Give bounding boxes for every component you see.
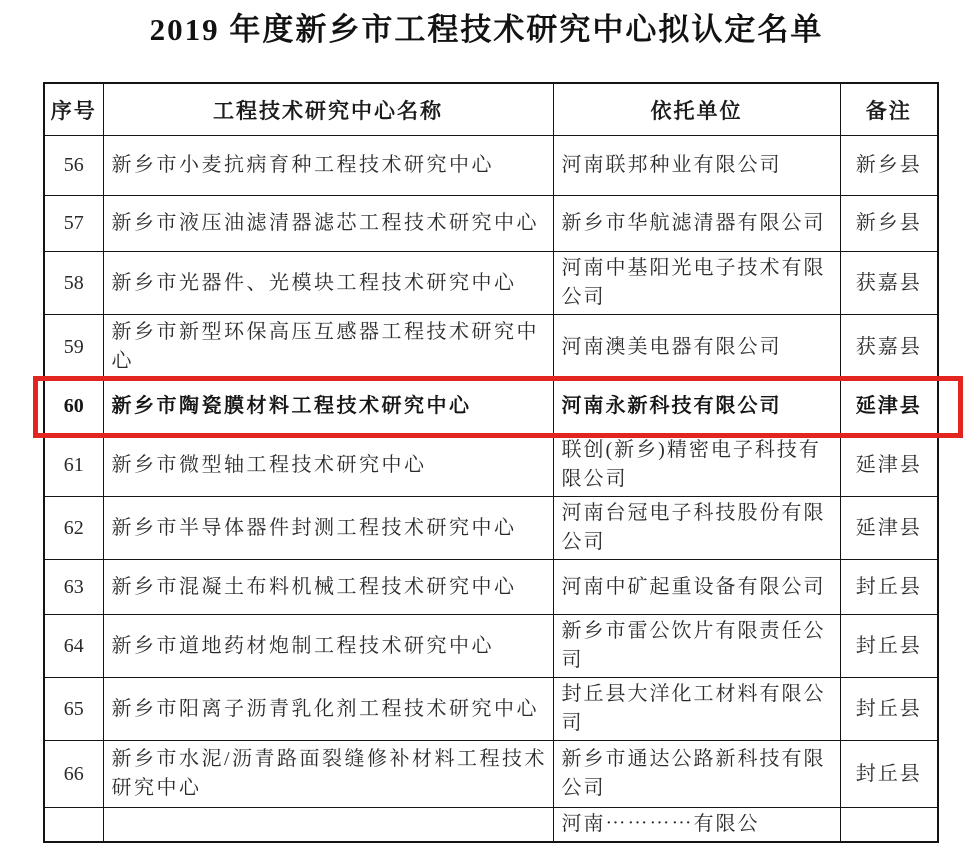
center-name-cell: 新乡市液压油滤清器滤芯工程技术研究中心 bbox=[103, 196, 553, 252]
center-name-cell: 新乡市水泥/沥青路面裂缝修补材料工程技术研究中心 bbox=[103, 741, 553, 808]
center-name-cell: 新乡市阳离子沥青乳化剂工程技术研究中心 bbox=[103, 678, 553, 741]
remark-cell bbox=[840, 808, 938, 843]
row-number-cell: 65 bbox=[44, 678, 103, 741]
unit-cell: 联创(新乡)精密电子科技有限公司 bbox=[553, 434, 840, 497]
table-row-truncated bbox=[44, 808, 938, 843]
table-row bbox=[44, 315, 938, 380]
table-row bbox=[44, 678, 938, 741]
center-name-cell: 新乡市小麦抗病育种工程技术研究中心 bbox=[103, 136, 553, 196]
remark-cell: 新乡县 bbox=[840, 196, 938, 252]
remark-cell: 延津县 bbox=[840, 434, 938, 497]
page-title: 2019 年度新乡市工程技术研究中心拟认定名单 bbox=[149, 12, 824, 47]
col-header-remark: 备注 bbox=[840, 83, 938, 136]
remark-cell: 封丘县 bbox=[840, 678, 938, 741]
header-row bbox=[44, 83, 938, 136]
col-header-no: 序号 bbox=[44, 83, 103, 136]
center-name-cell: 新乡市混凝土布料机械工程技术研究中心 bbox=[103, 560, 553, 615]
center-name-cell: 新乡市微型轴工程技术研究中心 bbox=[103, 434, 553, 497]
center-name-cell: 新乡市半导体器件封测工程技术研究中心 bbox=[103, 497, 553, 560]
row-number-cell: 60 bbox=[44, 380, 103, 434]
remark-cell: 封丘县 bbox=[840, 615, 938, 678]
unit-cell: 河南联邦种业有限公司 bbox=[553, 136, 840, 196]
table-row bbox=[44, 196, 938, 252]
unit-cell: 新乡市华航滤清器有限公司 bbox=[553, 196, 840, 252]
unit-cell: 封丘县大洋化工材料有限公司 bbox=[553, 678, 840, 741]
row-number-cell: 62 bbox=[44, 497, 103, 560]
row-number-cell: 59 bbox=[44, 315, 103, 380]
table-row bbox=[44, 615, 938, 678]
col-header-unit: 依托单位 bbox=[553, 83, 840, 136]
col-header-center-name: 工程技术研究中心名称 bbox=[103, 83, 553, 136]
unit-cell: 河南中矿起重设备有限公司 bbox=[553, 560, 840, 615]
row-number-cell: 56 bbox=[44, 136, 103, 196]
table-header bbox=[44, 83, 938, 136]
center-name-cell: 新乡市光器件、光模块工程技术研究中心 bbox=[103, 252, 553, 315]
table-row bbox=[44, 434, 938, 497]
center-name-cell: 新乡市新型环保高压互感器工程技术研究中心 bbox=[103, 315, 553, 380]
remark-cell: 获嘉县 bbox=[840, 252, 938, 315]
unit-cell: 新乡市通达公路新科技有限公司 bbox=[553, 741, 840, 808]
unit-cell: 河南永新科技有限公司 bbox=[553, 380, 840, 434]
table-body bbox=[44, 136, 938, 843]
center-name-cell bbox=[103, 808, 553, 843]
table-row bbox=[44, 741, 938, 808]
unit-cell: 新乡市雷公饮片有限责任公司 bbox=[553, 615, 840, 678]
table-row bbox=[44, 497, 938, 560]
table-row bbox=[44, 380, 938, 434]
unit-cell: 河南⋯⋯⋯⋯有限公 bbox=[553, 808, 840, 843]
row-number-cell: 66 bbox=[44, 741, 103, 808]
row-number-cell: 58 bbox=[44, 252, 103, 315]
unit-cell: 河南台冠电子科技股份有限公司 bbox=[553, 497, 840, 560]
row-number-cell bbox=[44, 808, 103, 843]
remark-cell: 新乡县 bbox=[840, 136, 938, 196]
remark-cell: 获嘉县 bbox=[840, 315, 938, 380]
remark-cell: 封丘县 bbox=[840, 560, 938, 615]
center-name-cell: 新乡市陶瓷膜材料工程技术研究中心 bbox=[103, 380, 553, 434]
row-number-cell: 57 bbox=[44, 196, 103, 252]
remark-cell: 延津县 bbox=[840, 380, 938, 434]
unit-cell: 河南澳美电器有限公司 bbox=[553, 315, 840, 380]
center-name-cell: 新乡市道地药材炮制工程技术研究中心 bbox=[103, 615, 553, 678]
table-row bbox=[44, 252, 938, 315]
row-number-cell: 64 bbox=[44, 615, 103, 678]
row-number-cell: 61 bbox=[44, 434, 103, 497]
remark-cell: 封丘县 bbox=[840, 741, 938, 808]
unit-cell: 河南中基阳光电子技术有限公司 bbox=[553, 252, 840, 315]
table-row bbox=[44, 560, 938, 615]
row-number-cell: 63 bbox=[44, 560, 103, 615]
centers-table bbox=[43, 82, 939, 843]
table-row bbox=[44, 136, 938, 196]
remark-cell: 延津县 bbox=[840, 497, 938, 560]
